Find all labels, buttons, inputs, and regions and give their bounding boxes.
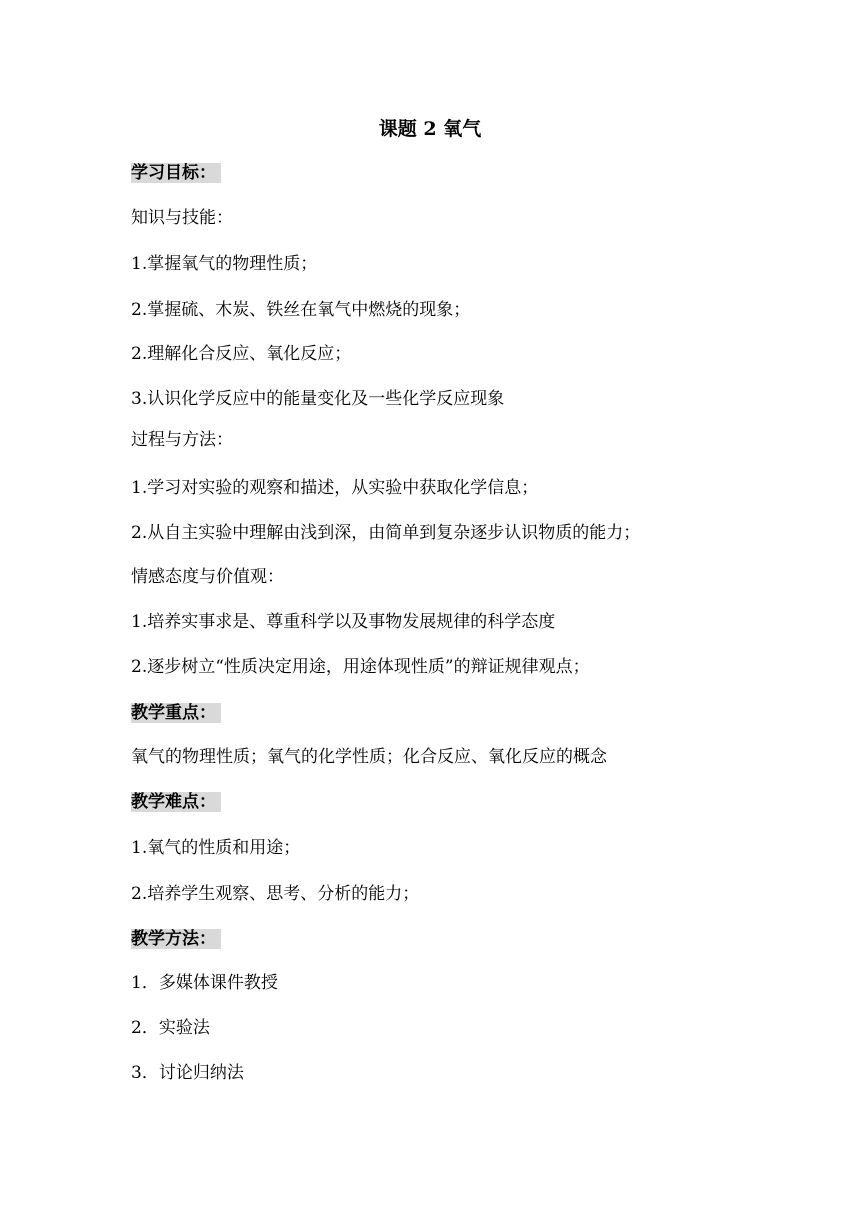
section-heading-text: 教学重点：: [131, 703, 221, 723]
text-line: 3．讨论归纳法: [131, 1063, 244, 1083]
text-line: 2.理解化合反应、氧化反应；: [131, 344, 352, 364]
document-title: 课题 2 氧气: [378, 118, 482, 140]
text-line: 氧气的物理性质；氧气的化学性质；化合反应、氧化反应的概念: [131, 747, 607, 767]
text-line: 1.培养实事求是、尊重科学以及事物发展规律的科学态度: [131, 612, 556, 632]
text-line: 1.掌握氧气的物理性质；: [131, 254, 318, 274]
text-line: 2．实验法: [131, 1018, 210, 1038]
section-heading-difficulties: [131, 790, 221, 814]
text-line: 情感态度与价值观：: [131, 567, 284, 587]
text-line: 过程与方法：: [131, 430, 233, 450]
text-line: 1.学习对实验的观察和描述，从实验中获取化学信息；: [131, 478, 539, 498]
text-line: 2.逐步树立“性质决定用途，用途体现性质”的辩证规律观点；: [131, 657, 590, 677]
section-heading-text: 教学方法：: [131, 929, 221, 949]
section-heading-learning-goals: [131, 161, 221, 185]
text-line: 2.从自主实验中理解由浅到深，由简单到复杂逐步认识物质的能力；: [131, 523, 641, 543]
section-heading-methods: [131, 927, 221, 951]
text-line: 1.氧气的性质和用途；: [131, 838, 301, 858]
text-line: 1．多媒体课件教授: [131, 973, 278, 993]
section-heading-key-points: [131, 701, 221, 725]
text-line: 2.掌握硫、木炭、铁丝在氧气中燃烧的现象；: [131, 300, 471, 320]
section-heading-text: 学习目标：: [131, 163, 221, 183]
text-line: 2.培养学生观察、思考、分析的能力；: [131, 884, 420, 904]
text-line: 知识与技能：: [131, 208, 233, 228]
text-line: 3.认识化学反应中的能量变化及一些化学反应现象: [131, 389, 505, 409]
section-heading-text: 教学难点：: [131, 792, 221, 812]
